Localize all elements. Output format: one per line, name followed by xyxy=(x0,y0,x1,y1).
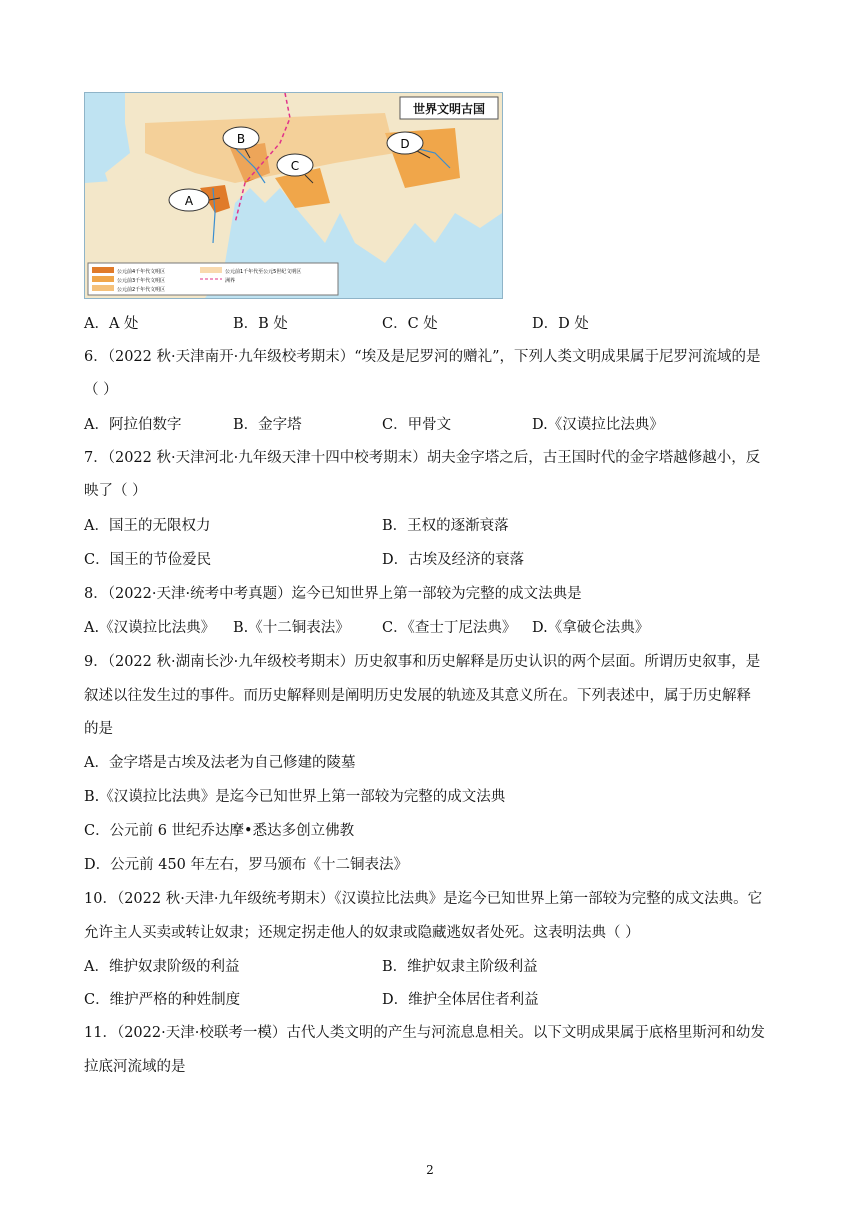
svg-text:洲界: 洲界 xyxy=(225,278,236,284)
svg-text:A: A xyxy=(184,194,194,208)
q7-stem-line1: 7．（2022 秋·天津河北·九年级天津十四中校考期末）胡夫金字塔之后，古王国时代的金字塔越修越小，反 xyxy=(84,450,761,466)
svg-text:公元前1千年代至公元5世纪文明区: 公元前1千年代至公元5世纪文明区 xyxy=(225,269,302,275)
svg-text:公元前3千年代文明区: 公元前3千年代文明区 xyxy=(117,278,166,284)
q7-stem-line2: 映了（ ） xyxy=(84,483,147,499)
q9-option-a: A．金字塔是古埃及法老为自己修建的陵墓 xyxy=(84,755,356,771)
page-number: 2 xyxy=(426,1163,434,1177)
q5-option-a: A．A 处 xyxy=(84,316,139,332)
svg-text:公元前2千年代文明区: 公元前2千年代文明区 xyxy=(117,287,166,293)
q7-option-c: C．国王的节俭爱民 xyxy=(84,552,212,568)
world-civilizations-map xyxy=(84,92,503,299)
q9-stem-line3: 的是 xyxy=(84,721,113,737)
q5-option-b: B．B 处 xyxy=(233,316,288,332)
q9-option-b: B.《汉谟拉比法典》是迄今已知世界上第一部较为完整的成文法典 xyxy=(84,789,506,805)
q6-option-c: C．甲骨文 xyxy=(382,417,452,433)
q8-option-a: A.《汉谟拉比法典》 xyxy=(84,620,216,636)
q6-option-b: B．金字塔 xyxy=(233,417,302,433)
svg-text:D: D xyxy=(400,137,410,151)
map-graphic xyxy=(85,93,502,298)
q6-option-a: A．阿拉伯数字 xyxy=(84,417,182,433)
q9-option-d: D．公元前 450 年左右，罗马颁布《十二铜表法》 xyxy=(84,857,409,873)
q11-stem-line1: 11．（2022·天津·校联考一模）古代人类文明的产生与河流息息相关。以下文明成果属于底格里斯河和幼发 xyxy=(84,1025,765,1041)
q10-option-d: D．维护全体居住者利益 xyxy=(382,992,539,1008)
q8-option-b: B.《十二铜表法》 xyxy=(233,620,350,636)
q8-option-c: C．《查士丁尼法典》 xyxy=(382,620,517,636)
q9-option-c: C．公元前 6 世纪乔达摩•悉达多创立佛教 xyxy=(84,823,355,839)
q8-stem-line1: 8．（2022·天津·统考中考真题）迄今已知世界上第一部较为完整的成文法典是 xyxy=(84,586,582,602)
q10-option-a: A．维护奴隶阶级的利益 xyxy=(84,959,240,975)
q11-stem-line2: 拉底河流域的是 xyxy=(84,1059,186,1075)
q10-option-c: C．维护严格的种姓制度 xyxy=(84,992,241,1008)
q8-option-d: D.《拿破仑法典》 xyxy=(532,620,650,636)
q7-option-d: D．古埃及经济的衰落 xyxy=(382,552,525,568)
q6-stem-line1: 6．（2022 秋·天津南开·九年级校考期末）“埃及是尼罗河的赠礼”，下列人类文明成果属于尼罗河流域的是 xyxy=(84,349,761,365)
q7-option-a: A．国王的无限权力 xyxy=(84,518,211,534)
svg-text:公元前4千年代文明区: 公元前4千年代文明区 xyxy=(117,269,166,275)
svg-text:B: B xyxy=(236,132,246,146)
q9-stem-line2: 叙述以往发生过的事件。而历史解释则是阐明历史发展的轨迹及其意义所在。下列表述中，属于历史解释 xyxy=(84,688,751,704)
q5-option-d: D．D 处 xyxy=(532,316,589,332)
q6-stem-line2: （ ） xyxy=(84,382,118,398)
map-title: 世界文明古国 xyxy=(412,102,486,116)
q6-option-d: D.《汉谟拉比法典》 xyxy=(532,417,664,433)
q10-option-b: B．维护奴隶主阶级利益 xyxy=(382,959,538,975)
svg-text:C: C xyxy=(290,159,300,173)
q9-stem-line1: 9．（2022 秋·湖南长沙·九年级校考期末）历史叙事和历史解释是历史认识的两个层面。所谓历史叙事，是 xyxy=(84,654,761,670)
q10-stem-line2: 允许主人买卖或转让奴隶；还规定拐走他人的奴隶或隐藏逃奴者处死。这表明法典（ ） xyxy=(84,925,640,941)
q5-option-c: C．C 处 xyxy=(382,316,438,332)
q7-option-b: B．王权的逐渐衰落 xyxy=(382,518,509,534)
q10-stem-line1: 10．（2022 秋·天津·九年级统考期末）《汉谟拉比法典》是迄今已知世界上第一部较为完整的成文法典。它 xyxy=(84,891,763,907)
